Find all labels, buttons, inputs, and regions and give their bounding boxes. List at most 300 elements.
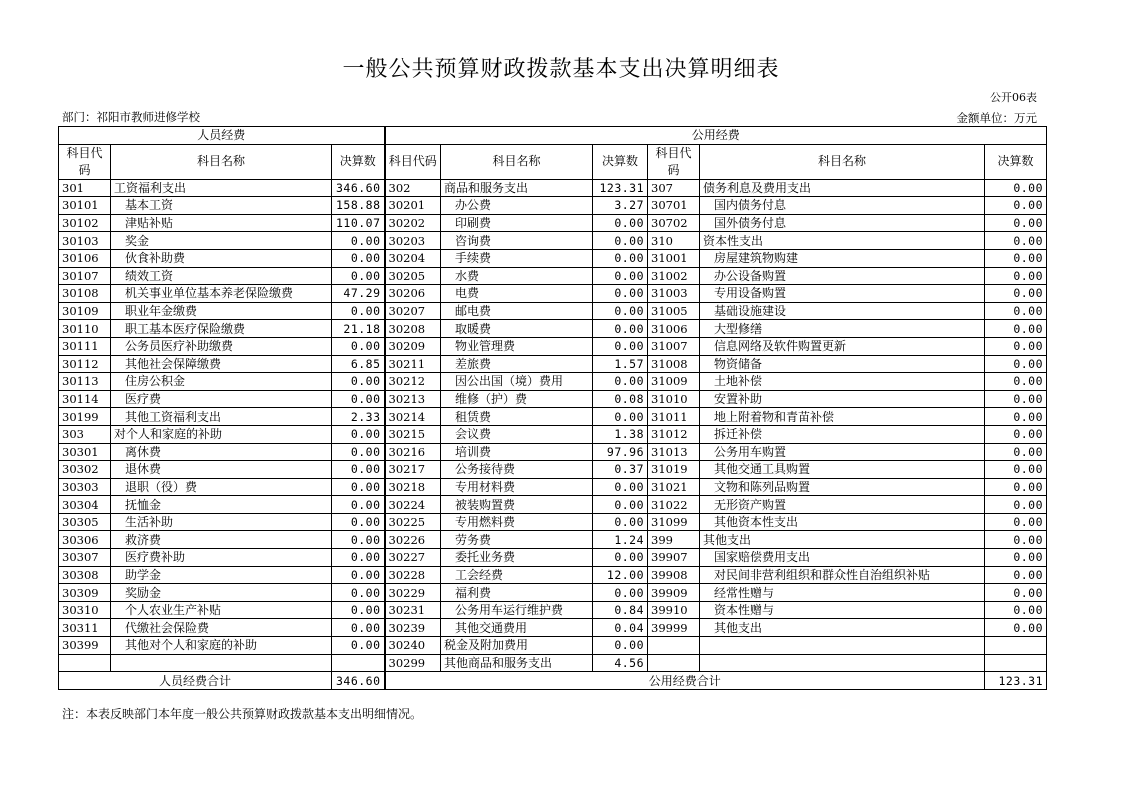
- item-amount: 0.00: [593, 373, 648, 391]
- item-amount: 346.60: [332, 179, 385, 197]
- item-name: 公务用车购置: [700, 443, 985, 461]
- item-name: 基本工资: [111, 197, 332, 215]
- item-amount: 0.00: [985, 425, 1047, 443]
- item-amount: 0.37: [593, 461, 648, 479]
- item-amount: 0.00: [332, 531, 385, 549]
- item-code: 39910: [648, 601, 700, 619]
- item-code: 30310: [59, 601, 111, 619]
- item-amount: 97.96: [593, 443, 648, 461]
- item-amount: 0.00: [985, 478, 1047, 496]
- item-code: [648, 654, 700, 672]
- item-amount: 0.00: [985, 285, 1047, 303]
- personnel-total-label: 人员经费合计: [59, 672, 332, 690]
- table-row: [59, 461, 1047, 479]
- item-amount: 0.00: [332, 390, 385, 408]
- item-amount: 0.00: [985, 443, 1047, 461]
- item-code: 30306: [59, 531, 111, 549]
- item-amount: 0.00: [985, 584, 1047, 602]
- item-code: 31007: [648, 337, 700, 355]
- item-amount: 1.38: [593, 425, 648, 443]
- item-code: 30225: [385, 513, 441, 531]
- item-code: 30111: [59, 337, 111, 355]
- item-code: 31012: [648, 425, 700, 443]
- public-total-value: 123.31: [985, 672, 1047, 690]
- item-code: 301: [59, 179, 111, 197]
- item-amount: 0.00: [985, 549, 1047, 567]
- item-code: 30240: [385, 637, 441, 655]
- item-name: 工会经费: [441, 566, 593, 584]
- code-header: 科目代码: [59, 144, 111, 179]
- item-code: 30224: [385, 496, 441, 514]
- item-amount: 158.88: [332, 197, 385, 215]
- amount-header: 决算数: [985, 144, 1047, 179]
- item-amount: 0.00: [332, 443, 385, 461]
- item-code: 30207: [385, 302, 441, 320]
- table-row: [59, 390, 1047, 408]
- item-name: 邮电费: [441, 302, 593, 320]
- public-total-label: 公用经费合计: [385, 672, 985, 690]
- amount-header: 决算数: [332, 144, 385, 179]
- item-amount: 0.00: [593, 214, 648, 232]
- item-name: 劳务费: [441, 531, 593, 549]
- item-name: 取暖费: [441, 320, 593, 338]
- item-name: 维修（护）费: [441, 390, 593, 408]
- item-name: 会议费: [441, 425, 593, 443]
- item-code: 30107: [59, 267, 111, 285]
- item-amount: 0.00: [332, 566, 385, 584]
- item-code: 30201: [385, 197, 441, 215]
- item-amount: 0.00: [985, 179, 1047, 197]
- item-amount: 0.00: [985, 214, 1047, 232]
- item-amount: 123.31: [593, 179, 648, 197]
- item-amount: 0.00: [332, 513, 385, 531]
- item-code: 31009: [648, 373, 700, 391]
- item-amount: 0.00: [985, 601, 1047, 619]
- item-code: 30209: [385, 337, 441, 355]
- item-name: 物资储备: [700, 355, 985, 373]
- item-name: 医疗费补助: [111, 549, 332, 567]
- item-amount: 0.00: [332, 425, 385, 443]
- item-code: 30103: [59, 232, 111, 250]
- item-name: 经常性赠与: [700, 584, 985, 602]
- item-name: 其他工资福利支出: [111, 408, 332, 426]
- item-name: 福利费: [441, 584, 593, 602]
- item-code: 30214: [385, 408, 441, 426]
- footnote: 注：本表反映部门本年度一般公共预算财政拨款基本支出明细情况。: [62, 707, 423, 721]
- item-name: 文物和陈列品购置: [700, 478, 985, 496]
- item-name: 职工基本医疗保险缴费: [111, 320, 332, 338]
- item-name: 其他交通费用: [441, 619, 593, 637]
- item-amount: 0.00: [593, 478, 648, 496]
- item-code: 31003: [648, 285, 700, 303]
- item-name: 其他社会保障缴费: [111, 355, 332, 373]
- item-name: 办公设备购置: [700, 267, 985, 285]
- item-code: 30303: [59, 478, 111, 496]
- item-name: 其他支出: [700, 619, 985, 637]
- item-name: 水费: [441, 267, 593, 285]
- item-name: 安置补助: [700, 390, 985, 408]
- table-row: [59, 513, 1047, 531]
- item-amount: 0.00: [593, 496, 648, 514]
- table-row: [59, 320, 1047, 338]
- item-name: 无形资产购置: [700, 496, 985, 514]
- item-code: 30102: [59, 214, 111, 232]
- table-row: [59, 584, 1047, 602]
- item-name: 奖金: [111, 232, 332, 250]
- item-code: 30109: [59, 302, 111, 320]
- item-name: 公务员医疗补助缴费: [111, 337, 332, 355]
- item-amount: 0.00: [332, 337, 385, 355]
- item-amount: 0.00: [332, 637, 385, 655]
- item-code: 39908: [648, 566, 700, 584]
- item-amount: 0.00: [985, 619, 1047, 637]
- item-name: [700, 637, 985, 655]
- item-name: 电费: [441, 285, 593, 303]
- item-code: 31022: [648, 496, 700, 514]
- item-amount: 0.00: [985, 513, 1047, 531]
- item-name: 委托业务费: [441, 549, 593, 567]
- item-code: 30114: [59, 390, 111, 408]
- item-amount: [985, 637, 1047, 655]
- item-name: 其他对个人和家庭的补助: [111, 637, 332, 655]
- item-name: 大型修缮: [700, 320, 985, 338]
- item-code: 310: [648, 232, 700, 250]
- item-amount: 0.00: [593, 267, 648, 285]
- item-name: 助学金: [111, 566, 332, 584]
- item-name: [111, 654, 332, 672]
- item-name: 抚恤金: [111, 496, 332, 514]
- item-code: 30231: [385, 601, 441, 619]
- table-row: [59, 285, 1047, 303]
- item-name: 公务用车运行维护费: [441, 601, 593, 619]
- table-row: [59, 531, 1047, 549]
- item-amount: 0.00: [332, 267, 385, 285]
- table-row: [59, 337, 1047, 355]
- item-code: [59, 654, 111, 672]
- item-code: 30203: [385, 232, 441, 250]
- table-row: [59, 601, 1047, 619]
- item-amount: 0.00: [332, 601, 385, 619]
- item-amount: 0.00: [332, 478, 385, 496]
- item-name: 救济费: [111, 531, 332, 549]
- item-amount: 0.00: [332, 549, 385, 567]
- item-name: 伙食补助费: [111, 249, 332, 267]
- table-row: [59, 654, 1047, 672]
- table-row: [59, 566, 1047, 584]
- item-code: 31005: [648, 302, 700, 320]
- item-name: 商品和服务支出: [441, 179, 593, 197]
- item-name: 对民间非营利组织和群众性自治组织补贴: [700, 566, 985, 584]
- table-row: [59, 425, 1047, 443]
- item-code: 39999: [648, 619, 700, 637]
- item-name: 专用燃料费: [441, 513, 593, 531]
- expenditure-table: [58, 126, 1047, 690]
- item-name: 税金及附加费用: [441, 637, 593, 655]
- item-name: 离休费: [111, 443, 332, 461]
- name-header: 科目名称: [111, 144, 332, 179]
- item-name: 咨询费: [441, 232, 593, 250]
- item-name: 对个人和家庭的补助: [111, 425, 332, 443]
- item-name: 培训费: [441, 443, 593, 461]
- item-code: 30301: [59, 443, 111, 461]
- item-amount: 0.00: [332, 496, 385, 514]
- code-header: 科目代码: [648, 144, 700, 179]
- item-code: 30701: [648, 197, 700, 215]
- item-code: 30226: [385, 531, 441, 549]
- personnel-header: 人员经费: [59, 127, 385, 145]
- table-row: [59, 637, 1047, 655]
- item-amount: 1.57: [593, 355, 648, 373]
- item-amount: 0.00: [593, 232, 648, 250]
- item-code: 30215: [385, 425, 441, 443]
- item-code: 31002: [648, 267, 700, 285]
- item-code: 30108: [59, 285, 111, 303]
- item-name: 专用材料费: [441, 478, 593, 496]
- table-row: [59, 232, 1047, 250]
- table-row: [59, 179, 1047, 197]
- item-name: 个人农业生产补贴: [111, 601, 332, 619]
- item-code: 31011: [648, 408, 700, 426]
- item-amount: 0.00: [332, 373, 385, 391]
- item-name: 专用设备购置: [700, 285, 985, 303]
- item-code: 30302: [59, 461, 111, 479]
- item-name: 退休费: [111, 461, 332, 479]
- item-code: 31013: [648, 443, 700, 461]
- table-row: [59, 355, 1047, 373]
- item-name: 土地补偿: [700, 373, 985, 391]
- item-amount: 0.00: [985, 355, 1047, 373]
- item-amount: [985, 654, 1047, 672]
- item-name: 国家赔偿费用支出: [700, 549, 985, 567]
- item-amount: 47.29: [332, 285, 385, 303]
- item-code: 30205: [385, 267, 441, 285]
- item-code: 399: [648, 531, 700, 549]
- table-row: [59, 496, 1047, 514]
- item-name: 被装购置费: [441, 496, 593, 514]
- item-code: [648, 637, 700, 655]
- item-amount: [332, 654, 385, 672]
- item-name: 资本性赠与: [700, 601, 985, 619]
- page-title: 一般公共预算财政拨款基本支出决算明细表: [342, 57, 780, 82]
- item-code: 30110: [59, 320, 111, 338]
- item-amount: 0.00: [985, 197, 1047, 215]
- item-name: 手续费: [441, 249, 593, 267]
- item-code: 30304: [59, 496, 111, 514]
- item-name: 国外债务付息: [700, 214, 985, 232]
- item-name: 房屋建筑物购建: [700, 249, 985, 267]
- item-code: 31019: [648, 461, 700, 479]
- item-amount: 0.00: [985, 249, 1047, 267]
- item-amount: 0.00: [593, 285, 648, 303]
- item-amount: 0.00: [593, 408, 648, 426]
- item-amount: 0.00: [332, 249, 385, 267]
- item-name: 办公费: [441, 197, 593, 215]
- item-code: 30106: [59, 249, 111, 267]
- item-name: 其他资本性支出: [700, 513, 985, 531]
- department-label: 部门：祁阳市教师进修学校: [62, 110, 200, 124]
- item-amount: 110.07: [332, 214, 385, 232]
- item-code: 30399: [59, 637, 111, 655]
- item-name: 其他交通工具购置: [700, 461, 985, 479]
- item-amount: 0.00: [332, 302, 385, 320]
- item-amount: 0.00: [593, 584, 648, 602]
- item-amount: 0.00: [593, 249, 648, 267]
- item-name: 奖励金: [111, 584, 332, 602]
- item-amount: 0.00: [332, 232, 385, 250]
- item-amount: 0.08: [593, 390, 648, 408]
- item-code: 31001: [648, 249, 700, 267]
- item-name: 国内债务付息: [700, 197, 985, 215]
- item-code: 31099: [648, 513, 700, 531]
- item-amount: 1.24: [593, 531, 648, 549]
- item-name: 债务利息及费用支出: [700, 179, 985, 197]
- item-amount: 21.18: [332, 320, 385, 338]
- code-header: 科目代码: [385, 144, 441, 179]
- item-code: 30112: [59, 355, 111, 373]
- item-amount: 0.00: [593, 637, 648, 655]
- item-amount: 0.84: [593, 601, 648, 619]
- item-code: 30208: [385, 320, 441, 338]
- name-header: 科目名称: [700, 144, 985, 179]
- item-amount: 0.00: [985, 320, 1047, 338]
- item-amount: 3.27: [593, 197, 648, 215]
- item-name: 基础设施建设: [700, 302, 985, 320]
- table-row: [59, 214, 1047, 232]
- item-code: 30218: [385, 478, 441, 496]
- item-code: 30211: [385, 355, 441, 373]
- item-amount: 0.00: [985, 302, 1047, 320]
- item-code: 30307: [59, 549, 111, 567]
- item-name: 住房公积金: [111, 373, 332, 391]
- item-code: 307: [648, 179, 700, 197]
- public-header: 公用经费: [385, 127, 1047, 145]
- item-code: 39909: [648, 584, 700, 602]
- item-code: 302: [385, 179, 441, 197]
- item-code: 303: [59, 425, 111, 443]
- item-name: 机关事业单位基本养老保险缴费: [111, 285, 332, 303]
- item-amount: 0.00: [985, 566, 1047, 584]
- item-code: 31021: [648, 478, 700, 496]
- item-amount: 4.56: [593, 654, 648, 672]
- item-code: 30228: [385, 566, 441, 584]
- item-amount: 0.00: [593, 513, 648, 531]
- item-code: 39907: [648, 549, 700, 567]
- item-name: 物业管理费: [441, 337, 593, 355]
- item-amount: 6.85: [332, 355, 385, 373]
- table-row: [59, 267, 1047, 285]
- item-code: 31010: [648, 390, 700, 408]
- item-name: 其他商品和服务支出: [441, 654, 593, 672]
- table-row: [59, 443, 1047, 461]
- item-amount: 0.00: [332, 619, 385, 637]
- item-name: 拆迁补偿: [700, 425, 985, 443]
- item-amount: 0.00: [593, 549, 648, 567]
- table-row: [59, 302, 1047, 320]
- table-row: [59, 549, 1047, 567]
- table-row: [59, 478, 1047, 496]
- item-amount: 0.00: [332, 584, 385, 602]
- item-amount: 2.33: [332, 408, 385, 426]
- table-row: [59, 373, 1047, 391]
- item-name: 因公出国（境）费用: [441, 373, 593, 391]
- item-code: 30206: [385, 285, 441, 303]
- item-name: 资本性支出: [700, 232, 985, 250]
- item-name: 医疗费: [111, 390, 332, 408]
- item-amount: 0.00: [985, 267, 1047, 285]
- item-code: 30308: [59, 566, 111, 584]
- item-amount: 0.00: [593, 320, 648, 338]
- item-code: 30311: [59, 619, 111, 637]
- item-code: 30239: [385, 619, 441, 637]
- item-name: 信息网络及软件购置更新: [700, 337, 985, 355]
- item-code: 30213: [385, 390, 441, 408]
- item-amount: 0.00: [985, 232, 1047, 250]
- item-amount: 0.00: [985, 461, 1047, 479]
- name-header: 科目名称: [441, 144, 593, 179]
- item-amount: 0.00: [985, 390, 1047, 408]
- item-amount: 0.00: [985, 531, 1047, 549]
- item-name: [700, 654, 985, 672]
- item-name: 绩效工资: [111, 267, 332, 285]
- item-name: 代缴社会保险费: [111, 619, 332, 637]
- table-row: [59, 249, 1047, 267]
- item-amount: 0.04: [593, 619, 648, 637]
- item-code: 31006: [648, 320, 700, 338]
- item-amount: 0.00: [985, 408, 1047, 426]
- item-code: 30305: [59, 513, 111, 531]
- item-code: 30204: [385, 249, 441, 267]
- item-amount: 0.00: [332, 461, 385, 479]
- item-amount: 0.00: [593, 302, 648, 320]
- item-code: 31008: [648, 355, 700, 373]
- form-number: 公开06表: [990, 91, 1037, 104]
- item-amount: 0.00: [593, 337, 648, 355]
- item-amount: 0.00: [985, 496, 1047, 514]
- table-row: [59, 197, 1047, 215]
- table-row: [59, 408, 1047, 426]
- item-name: 其他支出: [700, 531, 985, 549]
- item-name: 租赁费: [441, 408, 593, 426]
- item-name: 职业年金缴费: [111, 302, 332, 320]
- item-code: 30702: [648, 214, 700, 232]
- item-code: 30227: [385, 549, 441, 567]
- item-name: 生活补助: [111, 513, 332, 531]
- item-code: 30202: [385, 214, 441, 232]
- item-code: 30309: [59, 584, 111, 602]
- table-row: [59, 619, 1047, 637]
- item-amount: 0.00: [985, 337, 1047, 355]
- item-code: 30217: [385, 461, 441, 479]
- item-name: 退职（役）费: [111, 478, 332, 496]
- item-amount: 0.00: [985, 373, 1047, 391]
- amount-header: 决算数: [593, 144, 648, 179]
- item-code: 30101: [59, 197, 111, 215]
- item-name: 地上附着物和青苗补偿: [700, 408, 985, 426]
- item-name: 工资福利支出: [111, 179, 332, 197]
- personnel-total-value: 346.60: [332, 672, 385, 690]
- item-code: 30199: [59, 408, 111, 426]
- item-code: 30299: [385, 654, 441, 672]
- item-code: 30216: [385, 443, 441, 461]
- item-code: 30113: [59, 373, 111, 391]
- item-name: 公务接待费: [441, 461, 593, 479]
- unit-label: 金额单位：万元: [956, 111, 1037, 125]
- item-amount: 12.00: [593, 566, 648, 584]
- item-name: 津贴补贴: [111, 214, 332, 232]
- item-code: 30229: [385, 584, 441, 602]
- item-code: 30212: [385, 373, 441, 391]
- item-name: 差旅费: [441, 355, 593, 373]
